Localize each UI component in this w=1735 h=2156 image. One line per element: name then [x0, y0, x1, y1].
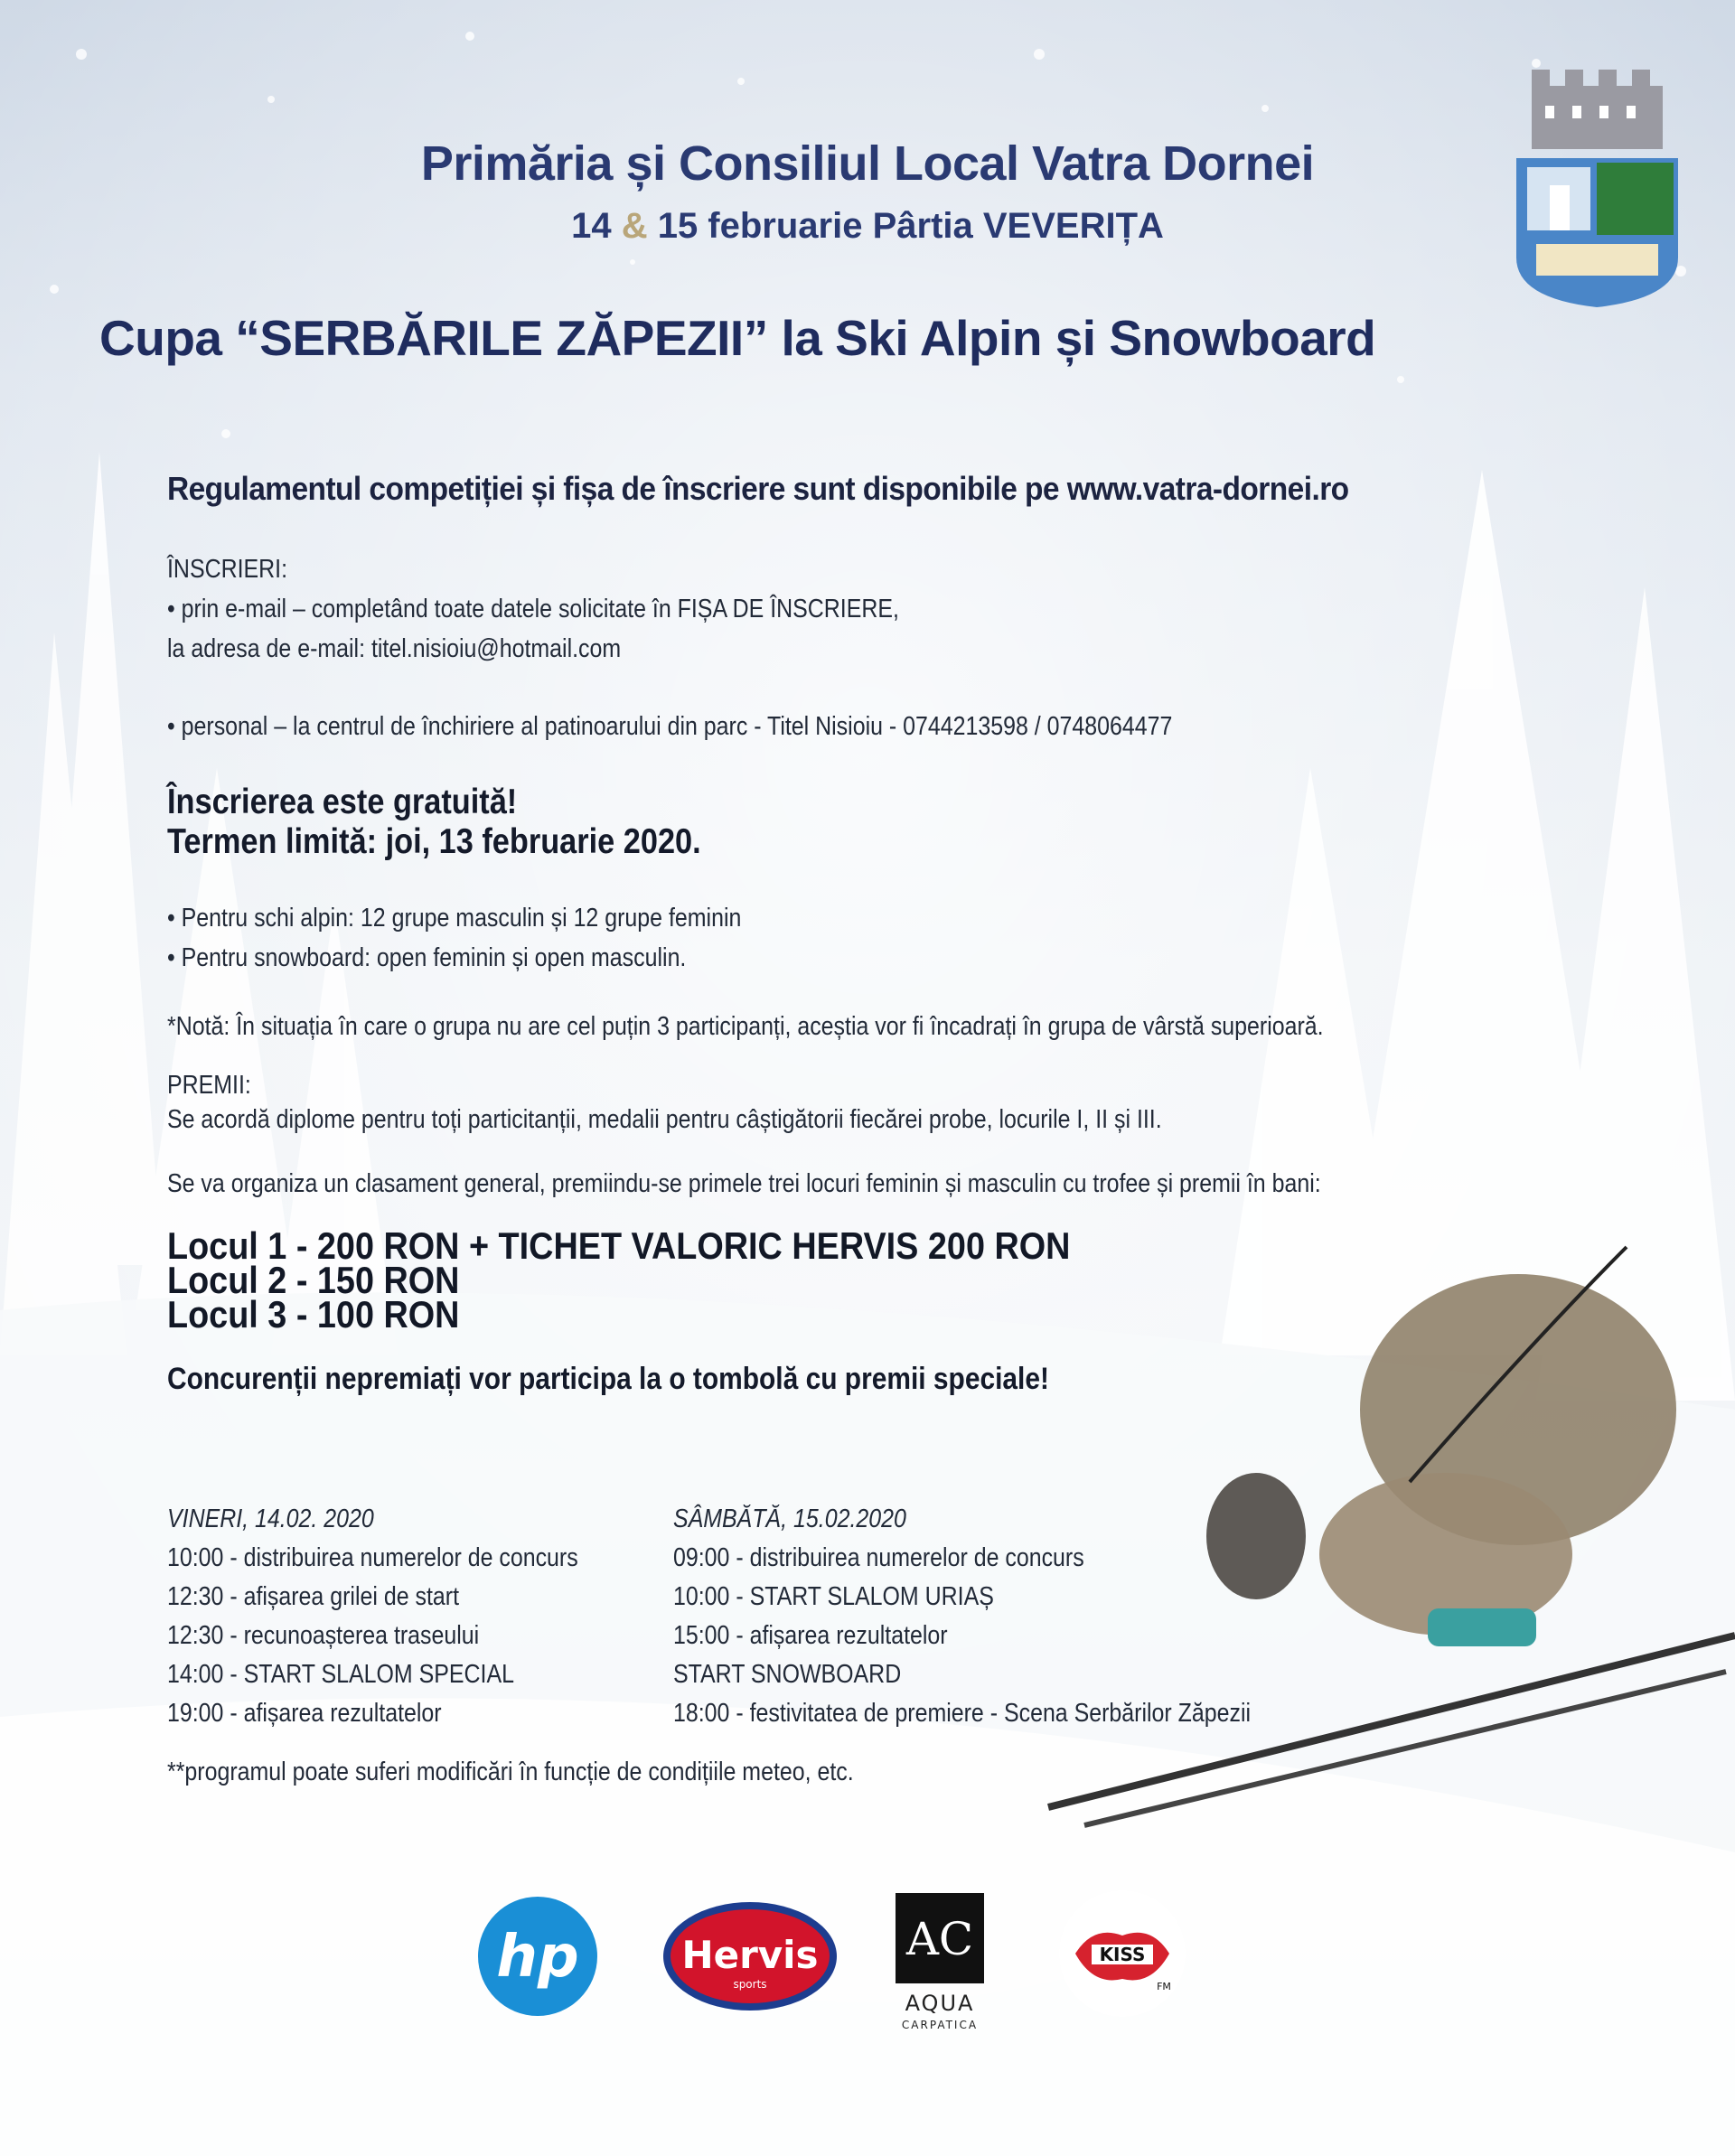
prize-2: Locul 2 - 150 RON [167, 1259, 460, 1301]
date-part-1: 14 [571, 206, 622, 246]
friday-day: VINERI, 14.02. 2020 [167, 1505, 374, 1533]
event-date-location [0, 206, 1735, 247]
regulations-link-line[interactable]: Regulamentul competiției și fișa de înscriere sunt disponibile pe www.vatra-dornei.ro [167, 470, 1349, 507]
personal-line: • personal – la centrul de închiriere al patinoarului din parc - Titel Nisioiu - 0744213598 / 0748064477 [167, 712, 1173, 741]
main-content [167, 470, 1432, 1399]
free-registration: Înscrierea este gratuită! [167, 783, 518, 821]
aqua-mark-text: AC [905, 1913, 974, 1965]
friday-item: 10:00 - distribuirea numerelor de concurs [167, 1543, 578, 1572]
prize-3: Locul 3 - 100 RON [167, 1293, 460, 1336]
clasament-text: Se va organiza un clasament general, premiindu-se primele trei locuri feminin și masculin cu trofee și premii în bani: [167, 1169, 1321, 1198]
saturday-item: 15:00 - afișarea rezultatelor [673, 1621, 948, 1650]
friday-item: 12:30 - recunoașterea traseului [167, 1621, 480, 1650]
saturday-item: START SNOWBOARD [673, 1660, 902, 1689]
ski-groups: • Pentru schi alpin: 12 grupe masculin și 12 grupe feminin [167, 904, 742, 933]
deadline: Termen limită: joi, 13 februarie 2020. [167, 822, 701, 861]
premii-label: PREMII: [167, 1071, 251, 1100]
cup-title: Cupa “SERBĂRILE ZĂPEZII” la Ski Alpin și Snowboard [99, 310, 1376, 366]
schedule-saturday [673, 1500, 1251, 1733]
kiss-fm-text: FM [1157, 1981, 1171, 1992]
organizer-title: Primăria și Consiliul Local Vatra Dornei [420, 136, 1315, 191]
inscrieri-label: ÎNSCRIERI: [167, 555, 288, 584]
saturday-item: 09:00 - distribuirea numerelor de concurs [673, 1543, 1084, 1572]
kiss-fm-logo-icon [1057, 1889, 1188, 2020]
friday-item: 14:00 - START SLALOM SPECIAL [167, 1660, 514, 1689]
saturday-item: 10:00 - START SLALOM URIAȘ [673, 1582, 994, 1611]
premii-text: Se acordă diplome pentru toți particitanții, medalii pentru câștigătorii fiecărei probe, locurile I, II și III. [167, 1105, 1162, 1134]
hervis-sub-text: sports [733, 1978, 767, 1991]
friday-item: 19:00 - afișarea rezultatelor [167, 1699, 442, 1728]
note: *Notă: În situația în care o grupa nu are cel puțin 3 participanți, aceștia vor fi încadrați în grupa de vârstă superioară. [167, 1012, 1324, 1041]
saturday-day: SÂMBĂTĂ, 15.02.2020 [673, 1505, 906, 1533]
hervis-logo-text: Hervis [681, 1933, 819, 1977]
tombola-text: Concurenții nepremiați vor participa la o tombolă cu premii speciale! [167, 1362, 1049, 1396]
schedule-friday [167, 1500, 578, 1733]
saturday-item: 18:00 - festivitatea de premiere - Scena Serbărilor Zăpezii [673, 1699, 1252, 1728]
email-line-1: • prin e-mail – completând toate datele solicitate în FIȘA DE ÎNSCRIERE, [167, 595, 899, 623]
aqua-name-text: AQUA [905, 1991, 975, 2016]
aqua-sub-text: CARPATICA [901, 2019, 979, 2031]
hp-logo-text: hp [496, 1924, 579, 1991]
email-line-2[interactable]: la adresa de e-mail: titel.nisioiu@hotmail.com [167, 634, 622, 663]
kiss-logo-text: KISS [1099, 1944, 1146, 1965]
date-part-2: 15 februarie Pârtia VEVERIȚA [647, 206, 1164, 246]
prize-1: Locul 1 - 200 RON + TICHET VALORIC HERVIS 200 RON [167, 1224, 1071, 1267]
ampersand: & [621, 206, 648, 246]
hervis-logo-icon [660, 1898, 840, 2015]
friday-item: 12:30 - afișarea grilei de start [167, 1582, 460, 1611]
snowboard-groups: • Pentru snowboard: open feminin și open masculin. [167, 943, 687, 972]
aqua-carpatica-logo-icon [890, 1893, 989, 2038]
hp-logo-icon [474, 1893, 601, 2020]
schedule-footnote: **programul poate suferi modificări în funcție de condițiile meteo, etc. [167, 1758, 854, 1786]
